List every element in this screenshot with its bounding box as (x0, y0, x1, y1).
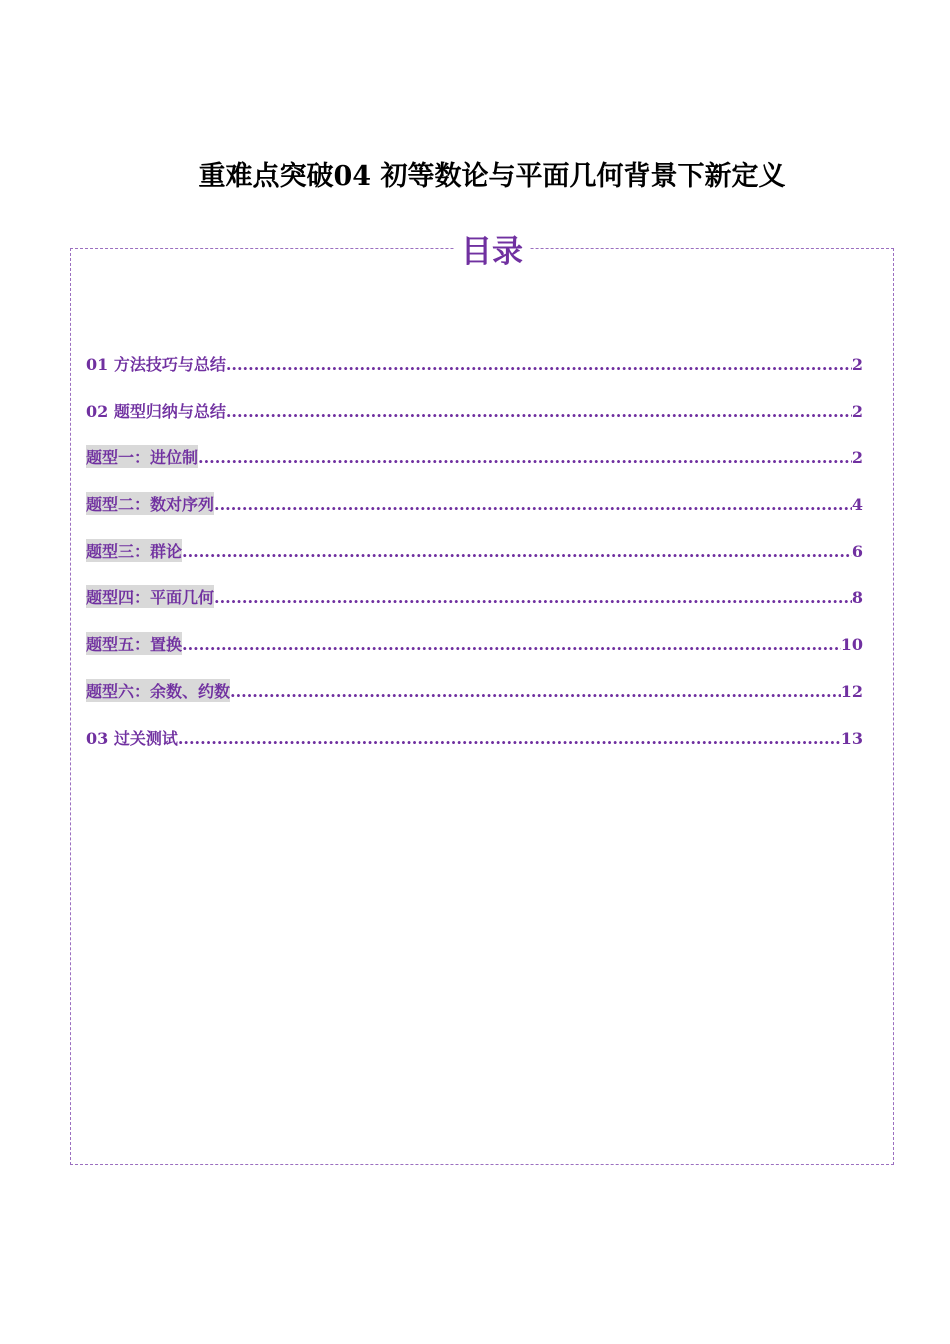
toc-entry-type-summary[interactable] (86, 399, 863, 446)
toc-entry-type-3[interactable] (86, 539, 863, 586)
page-title: 重难点突破04 初等数论与平面几何背景下新定义 (198, 161, 786, 192)
toc-entry-label[interactable]: 题型五：置换 (86, 632, 182, 655)
toc-entry-type-2[interactable] (86, 492, 863, 539)
toc-entry-page[interactable]: 10 (840, 635, 863, 655)
toc-entry-label[interactable]: 01 方法技巧与总结 (86, 355, 226, 374)
toc-entry-type-1[interactable] (86, 445, 863, 492)
toc-entry-page[interactable]: 4 (851, 495, 863, 515)
toc-entry-page[interactable]: 8 (851, 588, 863, 608)
toc-entry-label[interactable]: 题型一：进位制 (86, 445, 198, 468)
toc-entry-page[interactable]: 12 (840, 681, 863, 701)
toc-heading: 目录 (455, 232, 529, 272)
toc-entry-type-4[interactable] (86, 585, 863, 632)
toc-entry-label[interactable]: 题型二：数对序列 (86, 492, 214, 515)
toc-entry-page[interactable]: 2 (851, 355, 863, 374)
toc-entry-final-test[interactable] (86, 726, 863, 773)
toc-entry-method-summary[interactable] (86, 352, 863, 399)
toc-entry-page[interactable]: 6 (851, 541, 863, 561)
toc-entry-label[interactable]: 题型四：平面几何 (86, 585, 214, 608)
toc-leader-dots (198, 448, 852, 467)
toc-leader-dots (182, 542, 852, 561)
toc-list (86, 352, 863, 772)
toc-leader-dots (226, 402, 852, 421)
toc-entry-type-6[interactable] (86, 679, 863, 726)
toc-entry-label[interactable]: 03 过关测试 (86, 728, 178, 748)
toc-entry-page[interactable]: 2 (851, 448, 863, 468)
toc-leader-dots (214, 588, 852, 607)
toc-entry-type-5[interactable] (86, 632, 863, 679)
toc-leader-dots (226, 355, 852, 374)
toc-leader-dots (214, 495, 852, 514)
toc-entry-label[interactable]: 题型三：群论 (86, 539, 182, 562)
toc-leader-dots (178, 729, 841, 748)
toc-leader-dots (230, 682, 841, 701)
toc-entry-label[interactable]: 02 题型归纳与总结 (86, 401, 226, 421)
toc-entry-page[interactable]: 2 (851, 401, 863, 421)
toc-entry-label[interactable]: 题型六：余数、约数 (86, 679, 230, 702)
toc-leader-dots (182, 635, 841, 654)
toc-entry-page[interactable]: 13 (840, 728, 863, 748)
